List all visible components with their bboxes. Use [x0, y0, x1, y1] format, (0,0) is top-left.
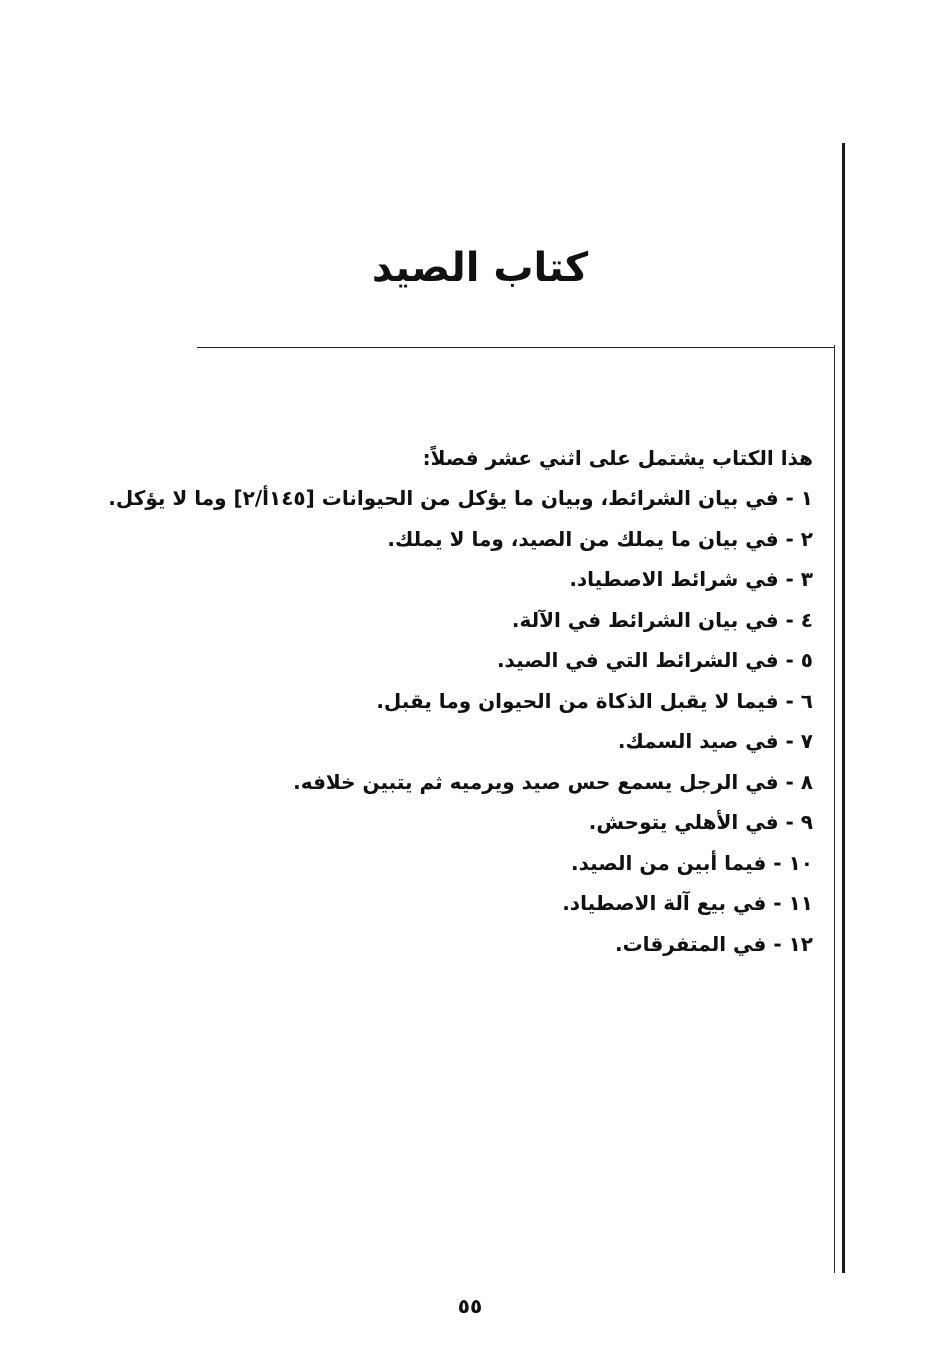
- chapter-item-12: ١٢ - في المتفرقات.: [614, 931, 813, 956]
- title-separator-rule: [197, 347, 835, 348]
- chapter-item-5: ٥ - في الشرائط التي في الصيد.: [496, 648, 813, 672]
- contents-intro: هذا الكتاب يشتمل على اثني عشر فصلاً:: [422, 446, 813, 470]
- margin-rule-thin: [834, 345, 835, 1273]
- chapter-item-4: ٤ - في بيان الشرائط في الآلة.: [511, 607, 813, 632]
- chapter-item-9: ٩ - في الأهلي يتوحش.: [588, 810, 813, 834]
- chapter-item-6: ٦ - فيما لا يقبل الذكاة من الحيوان وما يقبل.: [376, 688, 813, 713]
- chapter-item-8: ٨ - في الرجل يسمع حس صيد ويرميه ثم يتبين خلافه.: [293, 769, 813, 794]
- chapter-item-3: ٣ - في شرائط الاصطياد.: [569, 567, 813, 591]
- margin-rule-thick: [842, 143, 845, 1273]
- chapter-item-2: ٢ - في بيان ما يملك من الصيد، وما لا يملك.: [387, 526, 813, 551]
- chapter-item-11: ١١ - في بيع آلة الاصطياد.: [562, 891, 813, 915]
- chapter-item-10: ١٠ - فيما أبين من الصيد.: [570, 850, 813, 875]
- chapter-list: [108, 478, 813, 964]
- chapter-item-7: ٧ - في صيد السمك.: [617, 729, 813, 753]
- chapter-item-1: ١ - في بيان الشرائط، وبيان ما يؤكل من الحيوانات [١٤٥أ/٢] وما لا يؤكل.: [108, 486, 813, 510]
- page-number: ٥٥: [457, 1294, 483, 1318]
- chapter-title: كتاب الصيد: [371, 245, 589, 291]
- chapter-contents: [108, 438, 813, 964]
